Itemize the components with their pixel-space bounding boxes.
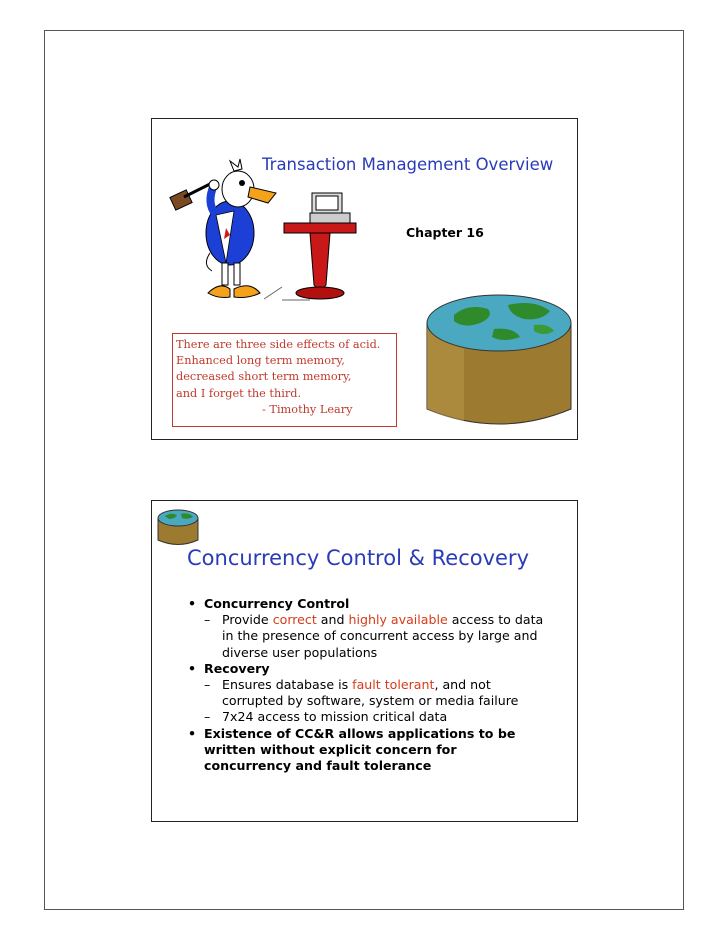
text-run: 7x24 access to mission critical data [222,709,448,725]
small-database-icon [157,509,199,549]
text-run: Ensures database is [222,677,353,693]
quote-line: decreased short term memory, [176,370,352,384]
quote-line: Enhanced long term memory, [176,354,345,368]
text-run: corrupted by software, system or media failure [222,693,519,709]
chapter-label: Chapter 16 [406,225,484,240]
quote-author: - Timothy Leary [262,402,353,416]
text-run: , and not [434,677,491,693]
text-run: in the presence of concurrent access by large and [222,628,538,644]
dash-marker: – [204,677,211,693]
database-globe-cylinder [424,291,574,439]
text-run: access to data [447,612,544,628]
quote-box [172,333,397,427]
text-run: concurrency and fault tolerance [204,758,432,774]
sub-bullet [180,612,570,661]
duck-clipart [164,153,294,308]
bullet-concurrency-control: • Concurrency Control [180,596,570,612]
text-run: Existence of CC&R allows applications to be [204,725,516,741]
text-run: written without explicit concern for [204,741,457,757]
text-run: and [316,612,349,628]
slide2-title: Concurrency Control & Recovery [187,546,529,570]
highlight-correct: correct [272,612,317,628]
computer-table-clipart [280,185,370,305]
quote-line: and I forget the third. [176,386,302,400]
dash-marker: – [204,709,211,725]
dash-marker: – [204,612,211,628]
highlight-highly-available: highly available [348,612,448,628]
slide-2 [151,500,578,822]
sub-bullet [180,677,570,709]
sub-bullet [180,709,570,725]
bullet-recovery: • Recovery [180,661,570,677]
slide-1 [151,118,578,440]
quote-line: There are three side effects of acid. [176,338,381,351]
slide1-title: Transaction Management Overview [262,155,554,174]
highlight-fault-tolerant: fault tolerant [352,677,435,693]
text-run: Provide [222,612,273,628]
bullet-existence-ccr [180,726,570,775]
bullet-list [180,596,570,774]
text-run: diverse user populations [222,644,378,660]
